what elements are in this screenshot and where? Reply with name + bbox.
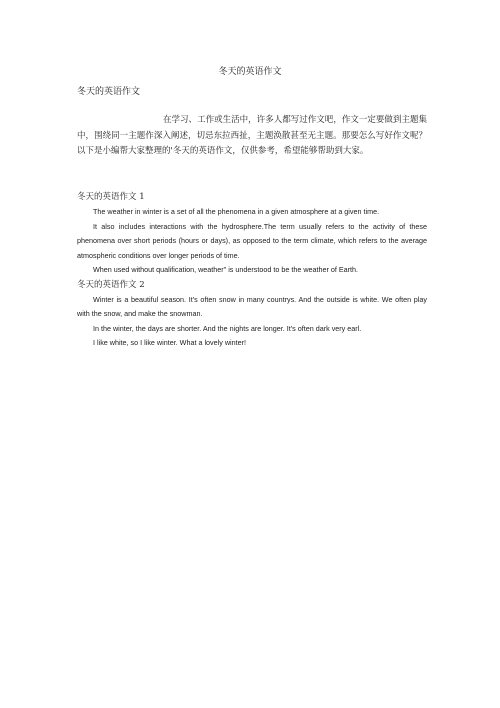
document-subtitle: 冬天的英语作文	[77, 87, 141, 97]
page-title: 冬天的英语作文	[218, 67, 282, 77]
section-heading-1: 冬天的英语作文 1	[77, 192, 145, 202]
section-heading-2: 冬天的英语作文 2	[77, 279, 145, 290]
essay-2-paragraph-1: Winter is a beautiful season. It's often snow in many countrys. And the outside is white. We often play with the snow, and make the snowman.	[77, 294, 427, 318]
essay-1-paragraph-2: It also includes interactions with the hydrosphere.The term usually refers to the activity of these phenomena over short periods (hours or days), as opposed to the term climate, which refers to the average atmospheric conditions over longer periods of time.	[77, 221, 427, 260]
essay-2-paragraph-2: In the winter, the days are shorter. And the nights are longer. It's often dark very earl.	[93, 323, 362, 333]
essay-1-paragraph-3: When used without qualification, weather" is understood to be the weather of Earth.	[93, 265, 359, 274]
intro-paragraph: 在学习、工作或生活中，许多人都写过作文吧，作文一定要做到主题集中，围绕同一主题作深入阐述，切忌东拉西扯，主题涣散甚至无主题。那要怎么写好作文呢？以下是小编帮大家整理的'冬天的英语作文，仅供参考，希望能够帮助到大家。	[77, 115, 427, 156]
essay-2-paragraph-3: I like white, so I like winter. What a lovely winter!	[93, 338, 246, 347]
essay-body	[77, 190, 427, 351]
essay-1-paragraph-1: The weather in winter is a set of all the phenomena in a given atmosphere at a given time.	[93, 207, 380, 216]
